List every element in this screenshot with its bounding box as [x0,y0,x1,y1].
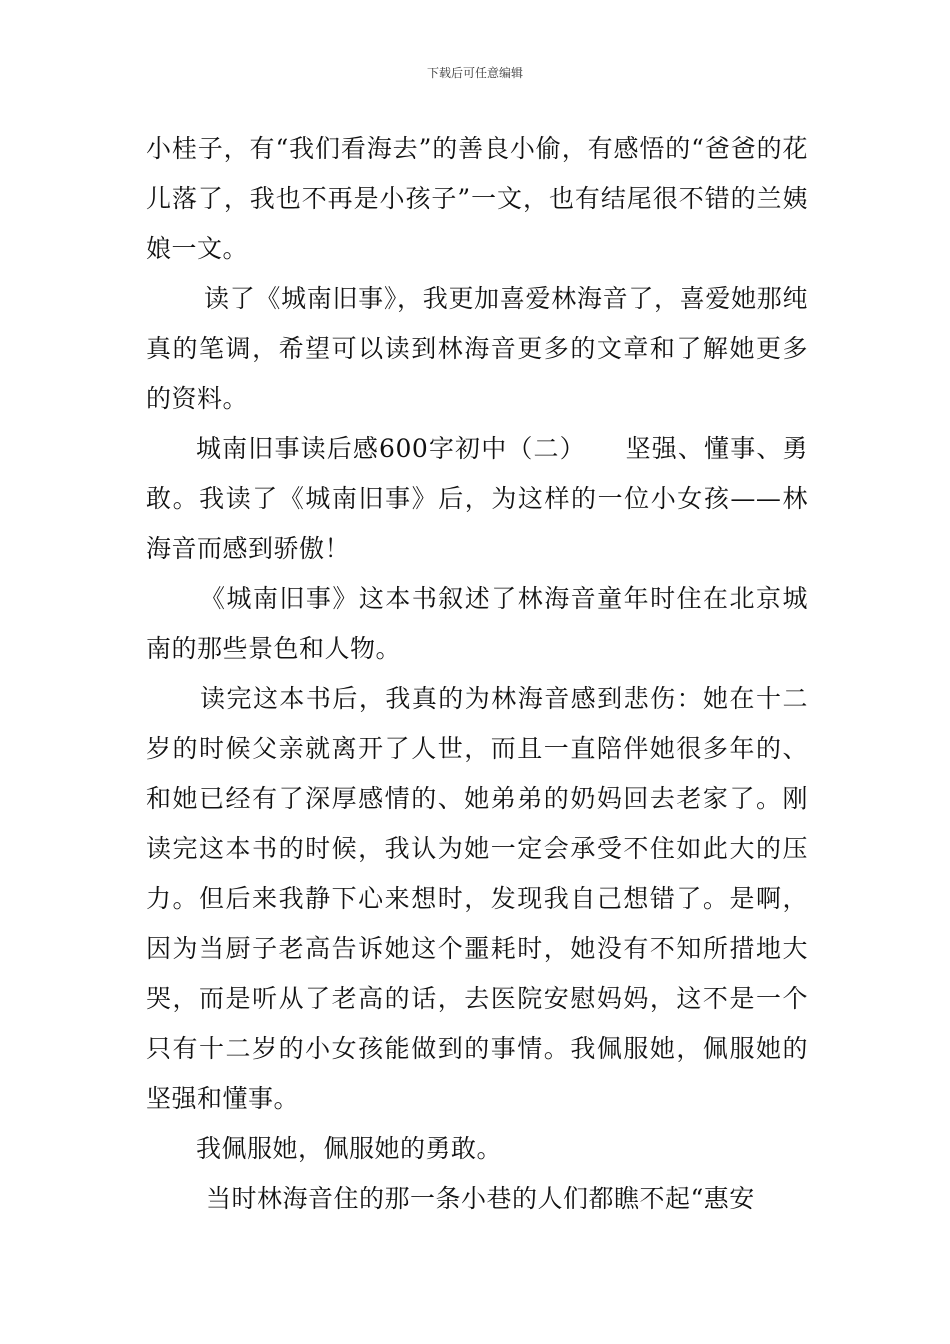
paragraph-7: 当时林海音住的那一条小巷的人们都瞧不起“惠安 [206,1184,755,1213]
paragraph-1: 小桂子，有“我们看海去”的善良小偷，有感悟的“爸爸的花儿落了，我也不再是小孩子”一文，也有结尾很不错的兰姨娘一文。 [146,134,808,263]
paragraph-2: 读了《城南旧事》，我更加喜爱林海音了，喜爱她那纯真的笔调，希望可以读到林海音更多的文章和了解她更多的资料。 [146,284,808,413]
paragraph-6: 我佩服她，佩服她的勇敢。 [196,1134,503,1163]
paragraph-5: 读完这本书后，我真的为林海音感到悲伤：她在十二岁的时候父亲就离开了人世，而且一直陪伴她很多年的、和她已经有了深厚感情的、她弟弟的奶妈回去老家了。刚读完这本书的时候，我认为她一定会承受不住如此大的压力。但后来我静下心来想时，发现我自己想错了。是啊，因为当厨子老高告诉她这个噩耗时，她没有不知所措地大哭，而是听从了老高的话，去医院安慰妈妈，这不是一个只有十二岁的小女孩能做到的事情。我佩服她，佩服她的坚强和懂事。 [146,684,808,1113]
paragraph-4: 《城南旧事》这本书叙述了林海音童年时住在北京城南的那些景色和人物。 [146,584,808,663]
paragraph-3: 城南旧事读后感600字初中（二） 坚强、懂事、勇敢。我读了《城南旧事》后，为这样的一位小女孩——林海音而感到骄傲！ [146,434,808,563]
page-header: 下载后可任意编辑 [426,66,523,80]
document-body [146,124,808,1224]
